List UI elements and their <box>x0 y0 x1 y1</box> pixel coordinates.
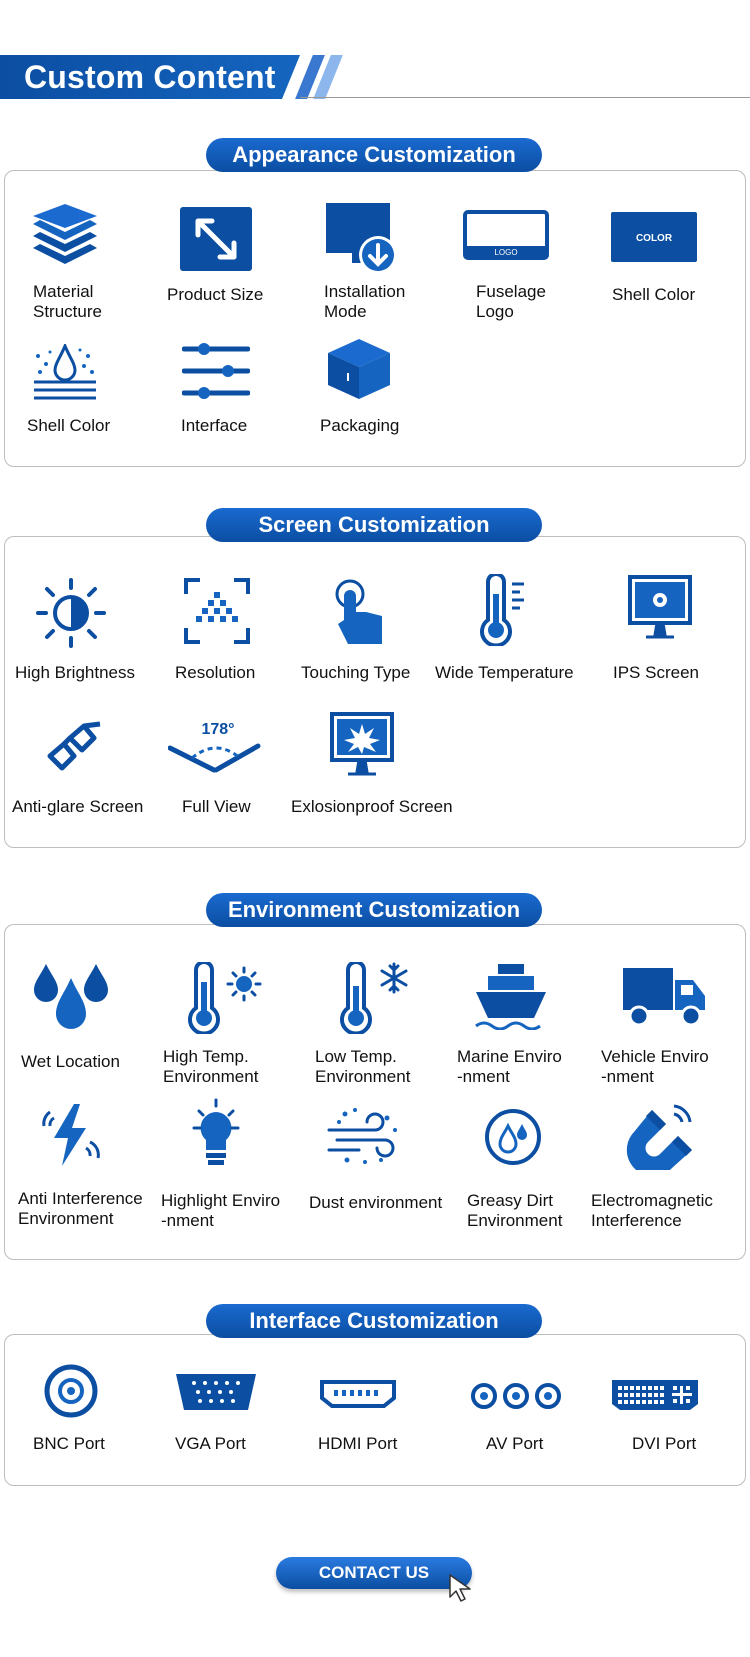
item-label: Electromagnetic Interference <box>591 1191 713 1230</box>
view-angle-icon <box>168 718 264 778</box>
truck-icon <box>621 966 707 1028</box>
item-label: Touching Type <box>301 663 411 682</box>
item-label: Resolution <box>175 663 256 682</box>
item-label: Installation Mode <box>324 282 406 321</box>
logo-frame-icon <box>463 210 549 260</box>
screen-section-title: Screen Customization <box>206 508 542 542</box>
item-label: Exlosionproof Screen <box>291 797 453 816</box>
resolution-icon <box>184 578 250 644</box>
cold-thermometer-icon <box>338 962 418 1034</box>
item-label: Wet Location <box>21 1052 120 1071</box>
item-label: VGA Port <box>175 1434 246 1453</box>
item-label: Highlight Enviro -nment <box>161 1191 281 1230</box>
item-label: High Brightness <box>15 663 136 682</box>
cursor-icon <box>448 1573 474 1603</box>
item-label: High Temp. Environment <box>163 1047 259 1086</box>
item-label: BNC Port <box>33 1434 105 1453</box>
item-label: Shell Color <box>27 416 111 435</box>
item-label: Low Temp. Environment <box>315 1047 411 1086</box>
item-label: Dust environment <box>309 1193 443 1212</box>
item-label: IPS Screen <box>613 663 699 682</box>
magnet-icon <box>626 1100 696 1170</box>
box-icon <box>326 337 392 401</box>
sliders-icon <box>182 343 250 401</box>
item-label: Material Structure <box>33 282 102 321</box>
oil-drop-icon <box>484 1108 542 1166</box>
item-label: Greasy Dirt Environment <box>467 1191 563 1230</box>
layers-icon <box>30 204 100 272</box>
vga-port-icon <box>174 1372 258 1412</box>
item-label: Shell Color <box>612 285 696 304</box>
item-label: Anti Interference Environment <box>18 1189 143 1228</box>
ips-monitor-icon <box>628 575 692 641</box>
svg-text:COLOR: COLOR <box>635 233 673 244</box>
hot-thermometer-icon <box>186 962 266 1034</box>
environment-section-title: Environment Customization <box>206 893 542 927</box>
header-divider <box>300 97 750 98</box>
thermometer-icon <box>478 574 530 646</box>
resize-icon <box>180 207 252 271</box>
svg-text:178°: 178° <box>201 721 235 738</box>
item-label: Vehicle Enviro -nment <box>601 1047 709 1086</box>
install-download-icon <box>326 203 398 275</box>
item-label: DVI Port <box>632 1434 697 1453</box>
contact-us-button[interactable]: CONTACT US <box>276 1557 472 1589</box>
item-label: Packaging <box>320 416 400 435</box>
item-label: Product Size <box>167 285 264 304</box>
explosion-monitor-icon <box>330 712 394 778</box>
water-drop-icon <box>32 344 98 400</box>
dust-wind-icon <box>325 1104 401 1168</box>
glasses-icon <box>44 720 102 774</box>
item-label: Full View <box>182 797 251 816</box>
av-port-icon <box>470 1382 562 1410</box>
item-label: AV Port <box>486 1434 544 1453</box>
interface-section-title: Interface Customization <box>206 1304 542 1338</box>
dvi-port-icon <box>610 1378 700 1412</box>
page-title: Custom Content <box>24 59 276 95</box>
item-label: HDMI Port <box>318 1434 398 1453</box>
color-plate-icon <box>611 212 697 262</box>
item-label: Marine Enviro -nment <box>457 1047 562 1086</box>
ship-icon <box>474 962 548 1030</box>
item-label: Wide Temperature <box>435 663 574 682</box>
drops-icon <box>34 962 108 1034</box>
bnc-port-icon <box>44 1364 98 1418</box>
brightness-icon <box>36 578 106 648</box>
touch-hand-icon <box>332 578 388 646</box>
lightbulb-icon <box>188 1098 244 1172</box>
item-label: Fuselage Logo <box>476 282 546 321</box>
svg-text:LOGO: LOGO <box>494 248 518 257</box>
appearance-section-title: Appearance Customization <box>206 138 542 172</box>
item-label: Interface <box>181 416 248 435</box>
hdmi-port-icon <box>320 1378 396 1408</box>
lightning-icon <box>38 1102 104 1168</box>
item-label: Anti-glare Screen <box>12 797 144 816</box>
